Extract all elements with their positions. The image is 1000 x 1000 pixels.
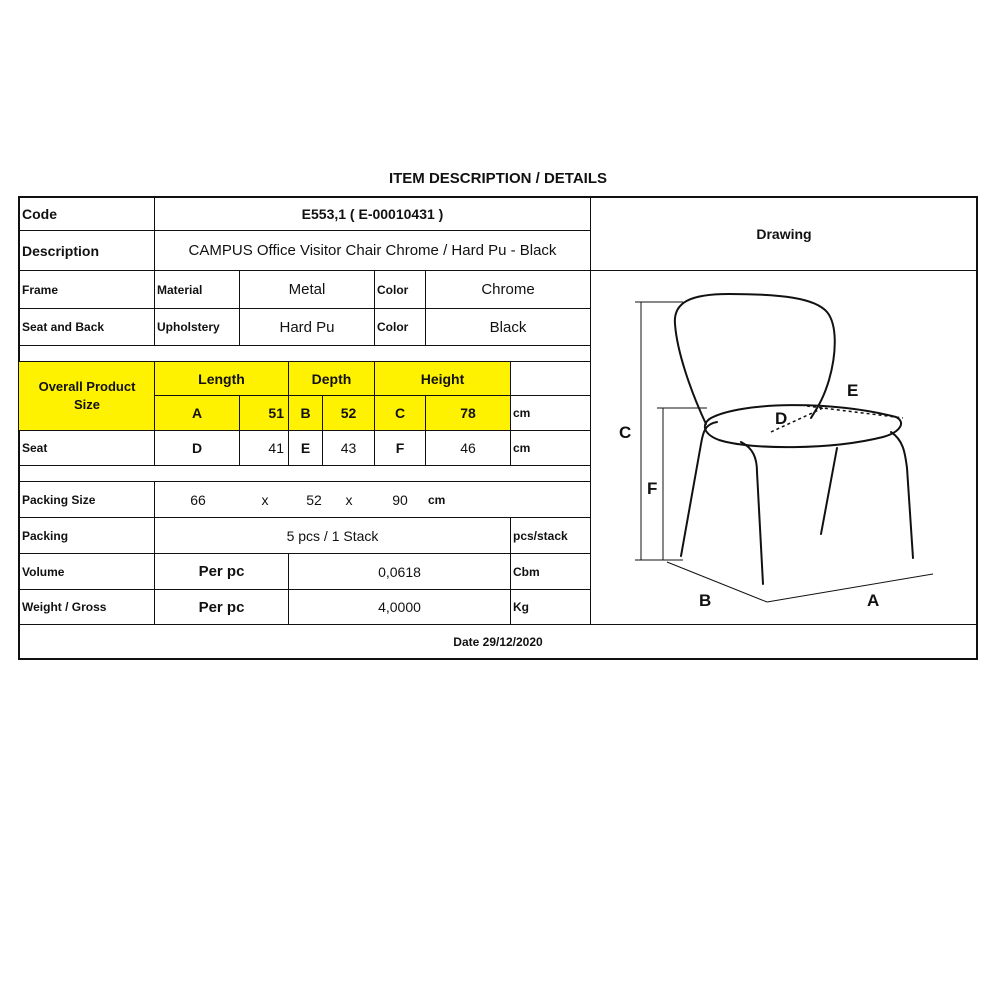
chair-leg [891,432,913,558]
description-label: Description [22,242,100,259]
packing-label: Packing [22,528,69,543]
volume-per: Per pc [198,563,245,580]
drawing-letter-e: E [847,381,859,400]
seat-unit: cm [513,441,531,455]
volume-label: Volume [22,564,65,579]
material-value: Metal [288,281,326,298]
depth-header: Depth [311,370,352,387]
code-label: Code [22,206,57,222]
upholstery-label: Upholstery [157,320,220,334]
weight-unit: Kg [513,600,529,614]
chair-leg [741,442,763,584]
dimension-e-line [807,406,903,418]
packing-size-sep: x [345,491,353,508]
dimension-b-line [667,562,767,602]
dimension-a-line [767,574,933,602]
chair-seat [705,405,901,447]
volume-value: 0,0618 [378,563,421,580]
dimension-b-value: 52 [340,405,357,421]
dimension-f-label: F [395,440,405,456]
drawing-letter-a: A [867,591,880,610]
drawing-letter-c: C [619,423,632,442]
packing-size-unit: cm [428,492,446,507]
weight-label: Weight / Gross [22,600,107,614]
weight-per: Per pc [198,598,245,616]
seat-label: Seat [22,441,48,455]
volume-unit: Cbm [513,564,540,579]
overall-unit: cm [513,406,531,420]
height-header: Height [420,370,465,387]
overall-size-label: Overall Product Size [38,379,136,412]
seat-back-label: Seat and Back [22,320,105,334]
drawing-letter-d: D [775,409,788,428]
packing-size-sep: x [261,491,269,508]
packing-unit: pcs/stack [513,528,568,543]
code-value: E553,1 ( E-00010431 ) [301,206,444,222]
seat-color-label: Color [377,320,409,334]
length-header: Length [198,370,245,387]
frame-label: Frame [22,282,59,297]
chair-leg [821,448,837,534]
dimension-d-value: 41 [268,440,284,456]
drawing-letter-f: F [647,479,658,498]
dimension-d-label: D [191,440,203,456]
page-title: ITEM DESCRIPTION / DETAILS [388,170,608,187]
grid-line [18,465,590,466]
chair-drawing [591,272,978,624]
dimension-a-label: A [191,405,203,421]
dimension-e-value: 43 [340,440,357,456]
frame-color-label: Color [377,282,409,297]
dimension-b-label: B [300,405,311,421]
chair-leg [681,422,717,556]
dimension-c-value: 78 [460,405,476,421]
dimension-a-value: 51 [268,405,284,421]
packing-value: 5 pcs / 1 Stack [286,527,379,544]
weight-value: 4,0000 [378,599,421,615]
packing-size-height: 90 [392,491,408,508]
packing-size-depth: 52 [306,491,322,508]
packing-size-label: Packing Size [22,492,96,507]
description-value: CAMPUS Office Visitor Chair Chrome / Hard Pu - Black [188,242,557,259]
grid-line [18,345,590,346]
drawing-letter-b: B [699,591,712,610]
dimension-e-label: E [300,440,311,456]
drawing-label: Drawing [756,226,812,242]
frame-color-value: Chrome [481,281,535,298]
dimension-c-label: C [394,405,406,421]
upholstery-value: Hard Pu [279,318,335,336]
material-label: Material [157,282,203,297]
seat-color-value: Black [489,318,527,336]
date-footer: Date 29/12/2020 [453,634,543,649]
dimension-f-value: 46 [460,440,476,456]
packing-size-length: 66 [190,491,206,508]
